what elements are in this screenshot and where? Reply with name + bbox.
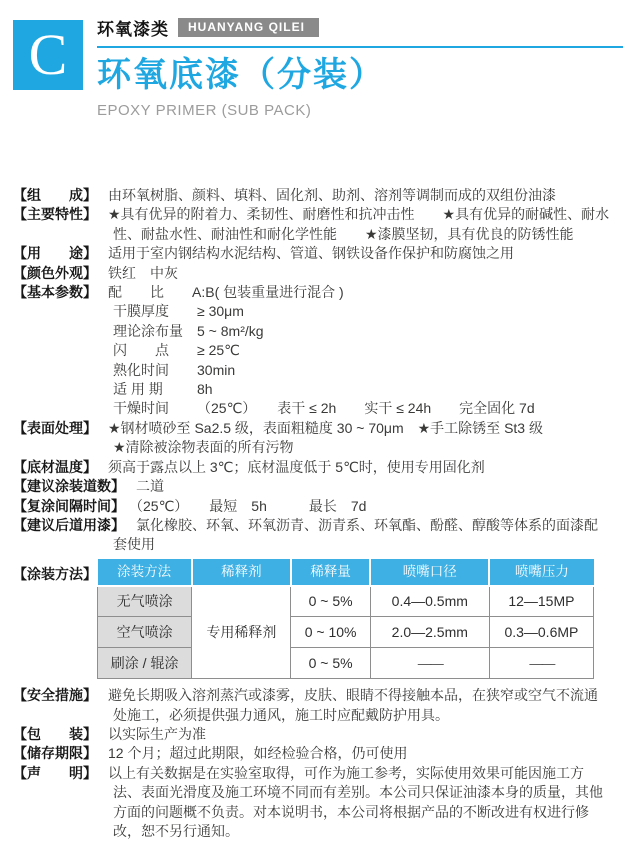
cell-pressure: ——	[489, 648, 593, 679]
section-text: ★具有优异的附着力、柔韧性、耐磨性和抗冲击性 ★具有优异的耐碱性、耐水性、耐盐水性、耐油性和耐化学性能 ★漆膜坚韧，具有优良的防锈性能	[108, 206, 610, 242]
category-title: 环氧漆类	[97, 20, 169, 39]
section-shelf-life	[13, 744, 611, 763]
param-row	[13, 302, 611, 321]
surface-treatment-line2: ★清除被涂物表面的所有污物	[113, 439, 294, 456]
table-header-row	[98, 559, 594, 586]
section-label: 【安全措施】	[13, 687, 97, 704]
section-text: 氯化橡胶、环氧、环氧沥青、沥青系、环氧酯、酚醛、醇酸等体系的面漆配套使用	[113, 516, 598, 553]
section-text: 适用于室内钢结构水泥结构、管道、钢铁设备作保护和防腐蚀之用	[108, 245, 514, 262]
table-header-nozzle: 喷嘴口径	[370, 559, 489, 586]
section-text: 12 个月；超过此期限，如经检验合格，仍可使用	[108, 745, 408, 762]
section-text: （25℃） 最短 5h 最长 7d	[136, 497, 367, 514]
param-name: 配 比	[108, 284, 164, 301]
section-text: 以上有关数据是在实验室取得，可作为施工参考，实际使用效果可能因施工方法、表面光滑度及施工环境不同而有差别。本公司只保证油漆本身的质量，其他方面的问题概不负责。对本说明书，本公司将根据产品的不断改进有权进行修改，恕不另行通知。	[108, 764, 603, 840]
param-name: 干燥时间	[113, 400, 169, 417]
section-usage	[13, 244, 611, 263]
section-features	[13, 205, 611, 244]
section-text: 避免长期吸入溶剂蒸汽或漆雾，皮肤、眼睛不得接触本品，在狭窄或空气不流通处施工，必须提供强力通风，施工时应配戴防护用具。	[108, 687, 598, 723]
category-row	[97, 15, 623, 48]
param-value: ≥ 25℃	[197, 342, 240, 359]
table-row	[98, 648, 594, 679]
section-label: 【基本参数】	[13, 284, 97, 301]
section-color-appearance	[13, 264, 611, 283]
cell-nozzle: 2.0—2.5mm	[370, 617, 489, 648]
table-row	[98, 617, 594, 648]
category-letter-badge	[13, 20, 83, 90]
param-row	[13, 341, 611, 360]
param-name: 理论涂布量	[113, 322, 183, 339]
cell-amount: 0 ~ 5%	[291, 648, 370, 679]
section-label: 【建议后道用漆】	[13, 516, 125, 533]
page-title: 环氧底漆（分装）	[97, 56, 385, 94]
section-text: 铁红 中灰	[108, 264, 178, 281]
header-right	[97, 15, 623, 119]
cell-amount: 0 ~ 10%	[291, 617, 370, 648]
section-label: 【包 装】	[13, 726, 97, 743]
section-label: 【主要特性】	[13, 206, 97, 223]
section-composition	[13, 186, 611, 205]
page-header	[0, 0, 623, 186]
section-application-method	[13, 559, 611, 680]
category-letter: C	[28, 22, 68, 87]
table-header-pressure: 喷嘴压力	[489, 559, 593, 586]
section-text: 二道	[136, 478, 164, 495]
section-substrate-temperature	[13, 458, 611, 477]
cell-method: 无气喷涂	[98, 586, 192, 617]
table-header-thinner: 稀释剂	[192, 559, 291, 586]
section-basic-params	[13, 283, 611, 302]
param-name: 干膜厚度	[113, 303, 169, 320]
section-packaging	[13, 725, 611, 744]
cell-nozzle: ——	[370, 648, 489, 679]
param-name: 熟化时间	[113, 361, 169, 378]
section-text: ★钢材喷砂至 Sa2.5 级，表面粗糙度 30 ~ 70μm ★手工除锈至 St3 级	[108, 419, 543, 436]
section-text: 须高于露点以上 3℃；底材温度低于 5℃时，使用专用固化剂	[108, 458, 485, 475]
application-method-table	[97, 559, 594, 680]
section-label: 【组 成】	[13, 187, 97, 203]
param-name: 适 用 期	[113, 381, 163, 398]
section-statement	[13, 764, 611, 841]
section-recommended-coats	[13, 477, 611, 496]
section-safety	[13, 686, 611, 725]
table-header-amount: 稀释量	[291, 559, 370, 586]
section-surface-treatment	[13, 419, 611, 438]
section-recoat-interval	[13, 497, 611, 516]
table-header-method: 涂装方法	[98, 559, 192, 586]
param-value: 30min	[197, 361, 236, 378]
cell-nozzle: 0.4—0.5mm	[370, 586, 489, 617]
cell-thinner-merged: 专用稀释剂	[192, 586, 291, 679]
section-label: 【底材温度】	[13, 458, 97, 475]
section-label: 【颜色外观】	[13, 264, 97, 281]
param-value: 8h	[197, 381, 213, 398]
param-value: ≥ 30μm	[197, 303, 244, 320]
param-row	[13, 361, 611, 380]
page-subtitle: EPOXY PRIMER (SUB PACK)	[97, 102, 312, 120]
section-text: 以实际生产为准	[108, 726, 206, 743]
section-label: 【建议涂装道数】	[13, 478, 125, 495]
section-recommended-topcoat	[13, 516, 611, 555]
cell-pressure: 0.3—0.6MP	[489, 617, 593, 648]
spec-content	[0, 186, 623, 841]
section-label: 【涂装方法】	[13, 565, 97, 582]
param-row	[13, 380, 611, 399]
category-pinyin-badge: HUANYANG QILEI	[178, 18, 319, 37]
section-label: 【用 途】	[13, 245, 97, 262]
param-value: A:B( 包装重量进行混合 )	[192, 284, 344, 301]
section-label: 【复涂间隔时间】	[13, 497, 125, 514]
param-row	[13, 322, 611, 341]
param-value: 5 ~ 8m²/kg	[197, 322, 264, 339]
section-label: 【表面处理】	[13, 419, 97, 436]
param-value: （25℃） 表干 ≤ 2h 实干 ≤ 24h 完全固化 7d	[197, 400, 535, 417]
cell-method: 空气喷涂	[98, 617, 192, 648]
table-row	[98, 586, 594, 617]
cell-method: 刷涂 / 辊涂	[98, 648, 192, 679]
param-row	[13, 399, 611, 418]
cell-amount: 0 ~ 5%	[291, 586, 370, 617]
cell-pressure: 12—15MP	[489, 586, 593, 617]
section-label: 【声 明】	[13, 764, 97, 781]
section-label: 【储存期限】	[13, 745, 97, 762]
section-text: 由环氧树脂、颜料、填料、固化剂、助剂、溶剂等调制而成的双组份油漆	[108, 187, 556, 203]
param-name: 闪 点	[113, 342, 169, 359]
